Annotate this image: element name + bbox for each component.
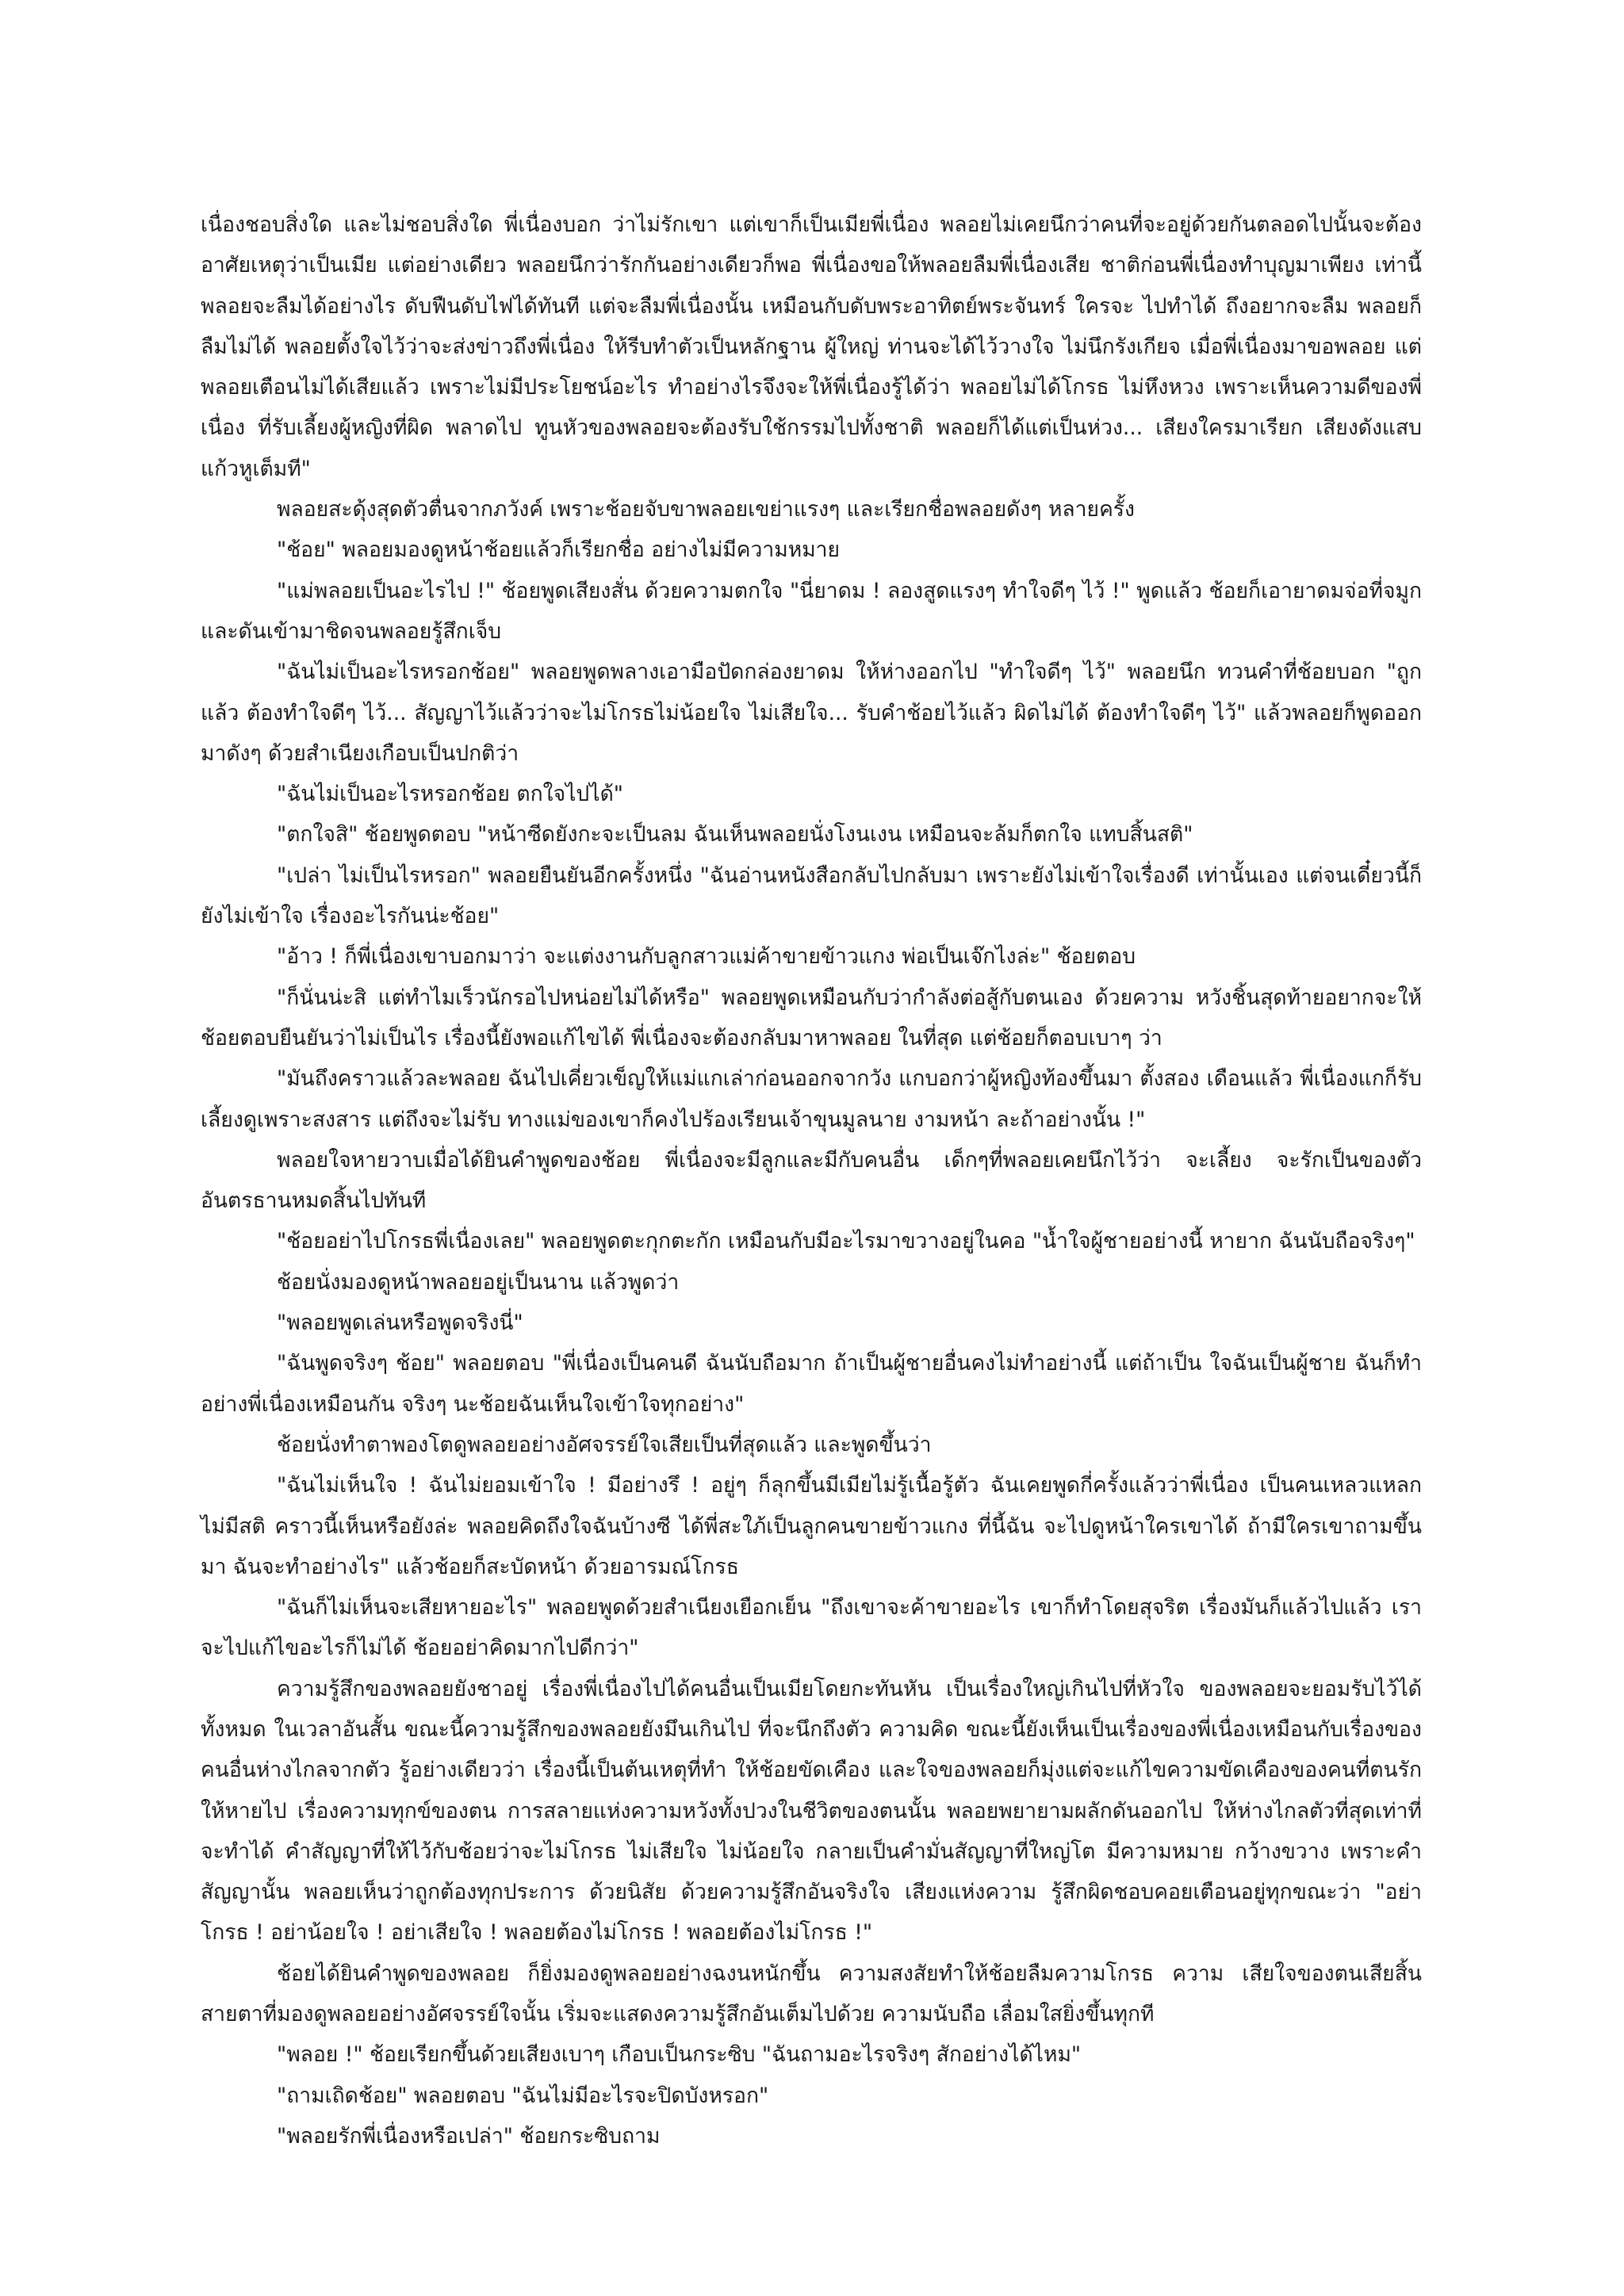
paragraph: "ถามเถิดช้อย" พลอยตอบ "ฉันไม่มีอะไรจะปิดบังหรอก": [277, 2083, 769, 2108]
paragraph: ช้อยนั่งมองดูหน้าพลอยอยู่เป็นนาน แล้วพูดว่า: [277, 1269, 680, 1295]
paragraph: "ช้อยอย่าไปโกรธพี่เนื่องเลย" พลอยพูดตะกุกตะกัก เหมือนกับมีอะไรมาขวางอยู่ในคอ "น้ำใจผู้ชายอย่างนี้ หายาก ฉันนับถือจริงๆ": [277, 1229, 1415, 1254]
paragraph: "ฉันไม่เห็นใจ ! ฉันไม่ยอมเข้าใจ ! มีอย่างรึ ! อยู่ๆ ก็ลุกขึ้นมีเมียไม่รู้เนื้อรู้ตัว ฉันเคยพูดกี่ครั้งแล้วว่าพี่เนื่อง เป็นคนเหลวแหลก ไม่มีสติ คราวนี้เห็นหรือยังล่ะ พลอยคิดถึงใจฉันบ้างซี ได้พี่สะใภ้เป็นลูกคนขายข้าวแกง ที่นี้ฉัน จะไปดูหน้าใครเขาได้ ถ้ามีใครเขาถามขึ้นมา ฉันจะทำอย่างไร" แล้วช้อยก็สะบัดหน้า ด้วยอารมณ์โกรธ: [201, 1473, 1422, 1579]
paragraph: พลอยใจหายวาบเมื่อได้ยินคำพูดของช้อย พี่เนื่องจะมีลูกและมีกับคนอื่น เด็กๆที่พลอยเคยนึกไว้ว่า จะเลี้ยง จะรักเป็นของตัวอันตรธานหมดสิ้นไปทันที: [201, 1147, 1422, 1214]
paragraph: "อ้าว ! ก็พี่เนื่องเขาบอกมาว่า จะแต่งงานกับลูกสาวแม่ค้าขายข้าวแกง พ่อเป็นเจ๊กไงล่ะ" ช้อยตอบ: [277, 944, 1136, 970]
paragraph: "มันถึงคราวแล้วละพลอย ฉันไปเคี่ยวเข็ญให้แม่แกเล่าก่อนออกจากวัง แกบอกว่าผู้หญิงท้องขึ้นมา ตั้งสอง เดือนแล้ว พี่เนื่องแกก็รับเลี้ยงดูเพราะสงสาร แต่ถึงจะไม่รับ ทางแม่ของเขาก็คงไปร้องเรียนเจ้าขุนมูลนาย งามหน้า ละถ้าอย่างนั้น !": [201, 1066, 1422, 1132]
paragraph: พลอยสะดุ้งสุดตัวตื่นจากภวังค์ เพราะช้อยจับขาพลอยเขย่าแรงๆ และเรียกชื่อพลอยดังๆ หลายครั้ง: [277, 497, 1135, 522]
paragraph: "แม่พลอยเป็นอะไรไป !" ช้อยพูดเสียงสั่น ด้วยความตกใจ "นี่ยาดม ! ลองสูดแรงๆ ทำใจดีๆ ไว้ !" พูดแล้ว ช้อยก็เอายาดมจ่อที่จมูก และดันเข้ามาชิดจนพลอยรู้สึกเจ็บ: [201, 578, 1422, 644]
paragraph: "ช้อย" พลอยมองดูหน้าช้อยแล้วก็เรียกชื่อ อย่างไม่มีความหมาย: [277, 538, 841, 563]
paragraph: ช้อยได้ยินคำพูดของพลอย ก็ยิ่งมองดูพลอยอย่างฉงนหนักขึ้น ความสงสัยทำให้ช้อยลืมความโกรธ ความ เสียใจของตนเสียสิ้น สายตาที่มองดูพลอยอย่างอัศจรรย์ใจนั้น เริ่มจะแสดงความรู้สึกอันเต็มไปด้วย ความนับถือ เลื่อมใสยิ่งขึ้นทุกที: [201, 1961, 1422, 2027]
paragraph: "พลอย !" ช้อยเรียกขึ้นด้วยเสียงเบาๆ เกือบเป็นกระซิบ "ฉันถามอะไรจริงๆ สักอย่างได้ไหม": [277, 2042, 1082, 2068]
paragraph: เนื่องชอบสิ่งใด และไม่ชอบสิ่งใด พี่เนื่องบอก ว่าไม่รักเขา แต่เขาก็เป็นเมียพี่เนื่อง พลอยไม่เคยนึกว่าคนที่จะอยู่ด้วยกันตลอดไปนั้นจะต้องอาศัยเหตุว่าเป็นเมีย แต่อย่างเดียว พลอยนึกว่ารักกันอย่างเดียวก็พอ พี่เนื่องขอให้พลอยลืมพี่เนื่องเสีย ชาติก่อนพี่เนื่องทำบุญมาเพียง เท่านี้ พลอยจะลืมได้อย่างไร ดับฟืนดับไฟได้ทันที แต่จะลืมพี่เนื่องนั้น เหมือนกับดับพระอาทิตย์พระจันทร์ ใครจะ ไปทำได้ ถึงอยากจะลืม พลอยก็ลืมไม่ได้ พลอยตั้งใจไว้ว่าจะส่งข่าวถึงพี่เนื่อง ให้รีบทำตัวเป็นหลักฐาน ผู้ใหญ่ ท่านจะได้ไว้วางใจ ไม่นึกรังเกียจ เมื่อพี่เนื่องมาขอพลอย แต่พลอยเตือนไม่ได้เสียแล้ว เพราะไม่มีประโยชน์อะไร ทำอย่างไรจึงจะให้พี่เนื่องรู้ได้ว่า พลอยไม่ได้โกรธ ไม่หึงหวง เพราะเห็นความดีของพี่เนื่อง ที่รับเลี้ยงผู้หญิงที่ผิด พลาดไป ทูนหัวของพลอยจะต้องรับใช้กรรมไปทั้งชาติ พลอยก็ได้แต่เป็นห่วง... เสียงใครมาเรียก เสียงดังแสบ แก้วหูเต็มที": [201, 212, 1422, 481]
paragraph: ช้อยนั่งทำตาพองโตดูพลอยอย่างอัศจรรย์ใจเสียเป็นที่สุดแล้ว และพูดขึ้นว่า: [277, 1432, 932, 1457]
paragraph: "พลอยรักพี่เนื่องหรือเปล่า" ช้อยกระซิบถาม: [277, 2123, 661, 2149]
paragraph: "ตกใจสิ" ช้อยพูดตอบ "หน้าซีดยังกะจะเป็นลม ฉันเห็นพลอยนั่งโงนเงน เหมือนจะล้มก็ตกใจ แทบสิ้นสติ": [277, 822, 1193, 848]
paragraph: "ฉันไม่เป็นอะไรหรอกช้อย" พลอยพูดพลางเอามือปัดกล่องยาดม ให้ห่างออกไป "ทำใจดีๆ ไว้" พลอยนึก ทวนคำที่ช้อยบอก "ถูกแล้ว ต้องทำใจดีๆ ไว้... สัญญาไว้แล้วว่าจะไม่โกรธไม่น้อยใจ ไม่เสียใจ... รับคำช้อยไว้แล้ว ผิดไม่ได้ ต้องทำใจดีๆ ไว้" แล้วพลอยก็พูดออกมาดังๆ ด้วยสำเนียงเกือบเป็นปกติว่า: [201, 660, 1422, 766]
paragraph: "พลอยพูดเล่นหรือพูดจริงนี่": [277, 1311, 523, 1336]
paragraph: ความรู้สึกของพลอยยังชาอยู่ เรื่องพี่เนื่องไปได้คนอื่นเป็นเมียโดยกะทันหัน เป็นเรื่องใหญ่เกินไปที่หัวใจ ของพลอยจะยอมรับไว้ได้ทั้งหมด ในเวลาอันสั้น ขณะนี้ความรู้สึกของพลอยยังมึนเกินไป ที่จะนึกถึงตัว ความคิด ขณะนี้ยังเห็นเป็นเรื่องของพี่เนื่องเหมือนกับเรื่องของคนอื่นห่างไกลจากตัว รู้อย่างเดียวว่า เรื่องนี้เป็นต้นเหตุที่ทำ ให้ช้อยขัดเคือง และใจของพลอยก็มุ่งแต่จะแก้ไขความขัดเคืองของคนที่ตนรักให้หายไป เรื่องความทุกข์ของตน การสลายแห่งความหวังทั้งปวงในชีวิตของตนนั้น พลอยพยายามผลักดันออกไป ให้ห่างไกลตัวที่สุดเท่าที่จะทำได้ คำสัญญาที่ให้ไว้กับช้อยว่าจะไม่โกรธ ไม่เสียใจ ไม่น้อยใจ กลายเป็นคำมั่นสัญญาที่ใหญ่โต มีความหมาย กว้างขวาง เพราะคำสัญญานั้น พลอยเห็นว่าถูกต้องทุกประการ ด้วยนิสัย ด้วยความรู้สึกอันจริงใจ เสียงแห่งความ รู้สึกผิดชอบคอยเตือนอยู่ทุกขณะว่า "อย่าโกรธ ! อย่าน้อยใจ ! อย่าเสียใจ ! พลอยต้องไม่โกรธ ! พลอยต้องไม่โกรธ !": [201, 1676, 1422, 1946]
body-text: [201, 205, 1422, 2156]
paragraph: "ก็นั่นน่ะสิ แต่ทำไมเร็วนักรอไปหน่อยไม่ได้หรือ" พลอยพูดเหมือนกับว่ากำลังต่อสู้กับตนเอง ด้วยความ หวังชิ้นสุดท้ายอยากจะให้ช้อยตอบยืนยันว่าไม่เป็นไร เรื่องนี้ยังพอแก้ไขได้ พี่เนื่องจะต้องกลับมาหาพลอย ในที่สุด แต่ช้อยก็ตอบเบาๆ ว่า: [201, 985, 1422, 1050]
paragraph: "ฉันก็ไม่เห็นจะเสียหายอะไร" พลอยพูดด้วยสำเนียงเยือกเย็น "ถึงเขาจะค้าขายอะไร เขาก็ทำโดยสุจริต เรื่องมันก็แล้วไปแล้ว เราจะไปแก้ไขอะไรก็ไม่ได้ ช้อยอย่าคิดมากไปดีกว่า": [201, 1595, 1422, 1661]
paragraph: "ฉันพูดจริงๆ ช้อย" พลอยตอบ "พี่เนื่องเป็นคนดี ฉันนับถือมาก ถ้าเป็นผู้ชายอื่นคงไม่ทำอย่างนี้ แต่ถ้าเป็น ใจฉันเป็นผู้ชาย ฉันก็ทำอย่างพี่เนื่องเหมือนกัน จริงๆ นะช้อยฉันเห็นใจเข้าใจทุกอย่าง": [201, 1351, 1422, 1417]
paragraph: "เปล่า ไม่เป็นไรหรอก" พลอยยืนยันอีกครั้งหนึ่ง "ฉันอ่านหนังสือกลับไปกลับมา เพราะยังไม่เข้าใจเรื่องดี เท่านั้นเอง แต่จนเดี๋ยวนี้ก็ยังไม่เข้าใจ เรื่องอะไรกันน่ะช้อย": [201, 863, 1422, 929]
paragraph: "ฉันไม่เป็นอะไรหรอกช้อย ตกใจไปได้": [277, 782, 623, 807]
